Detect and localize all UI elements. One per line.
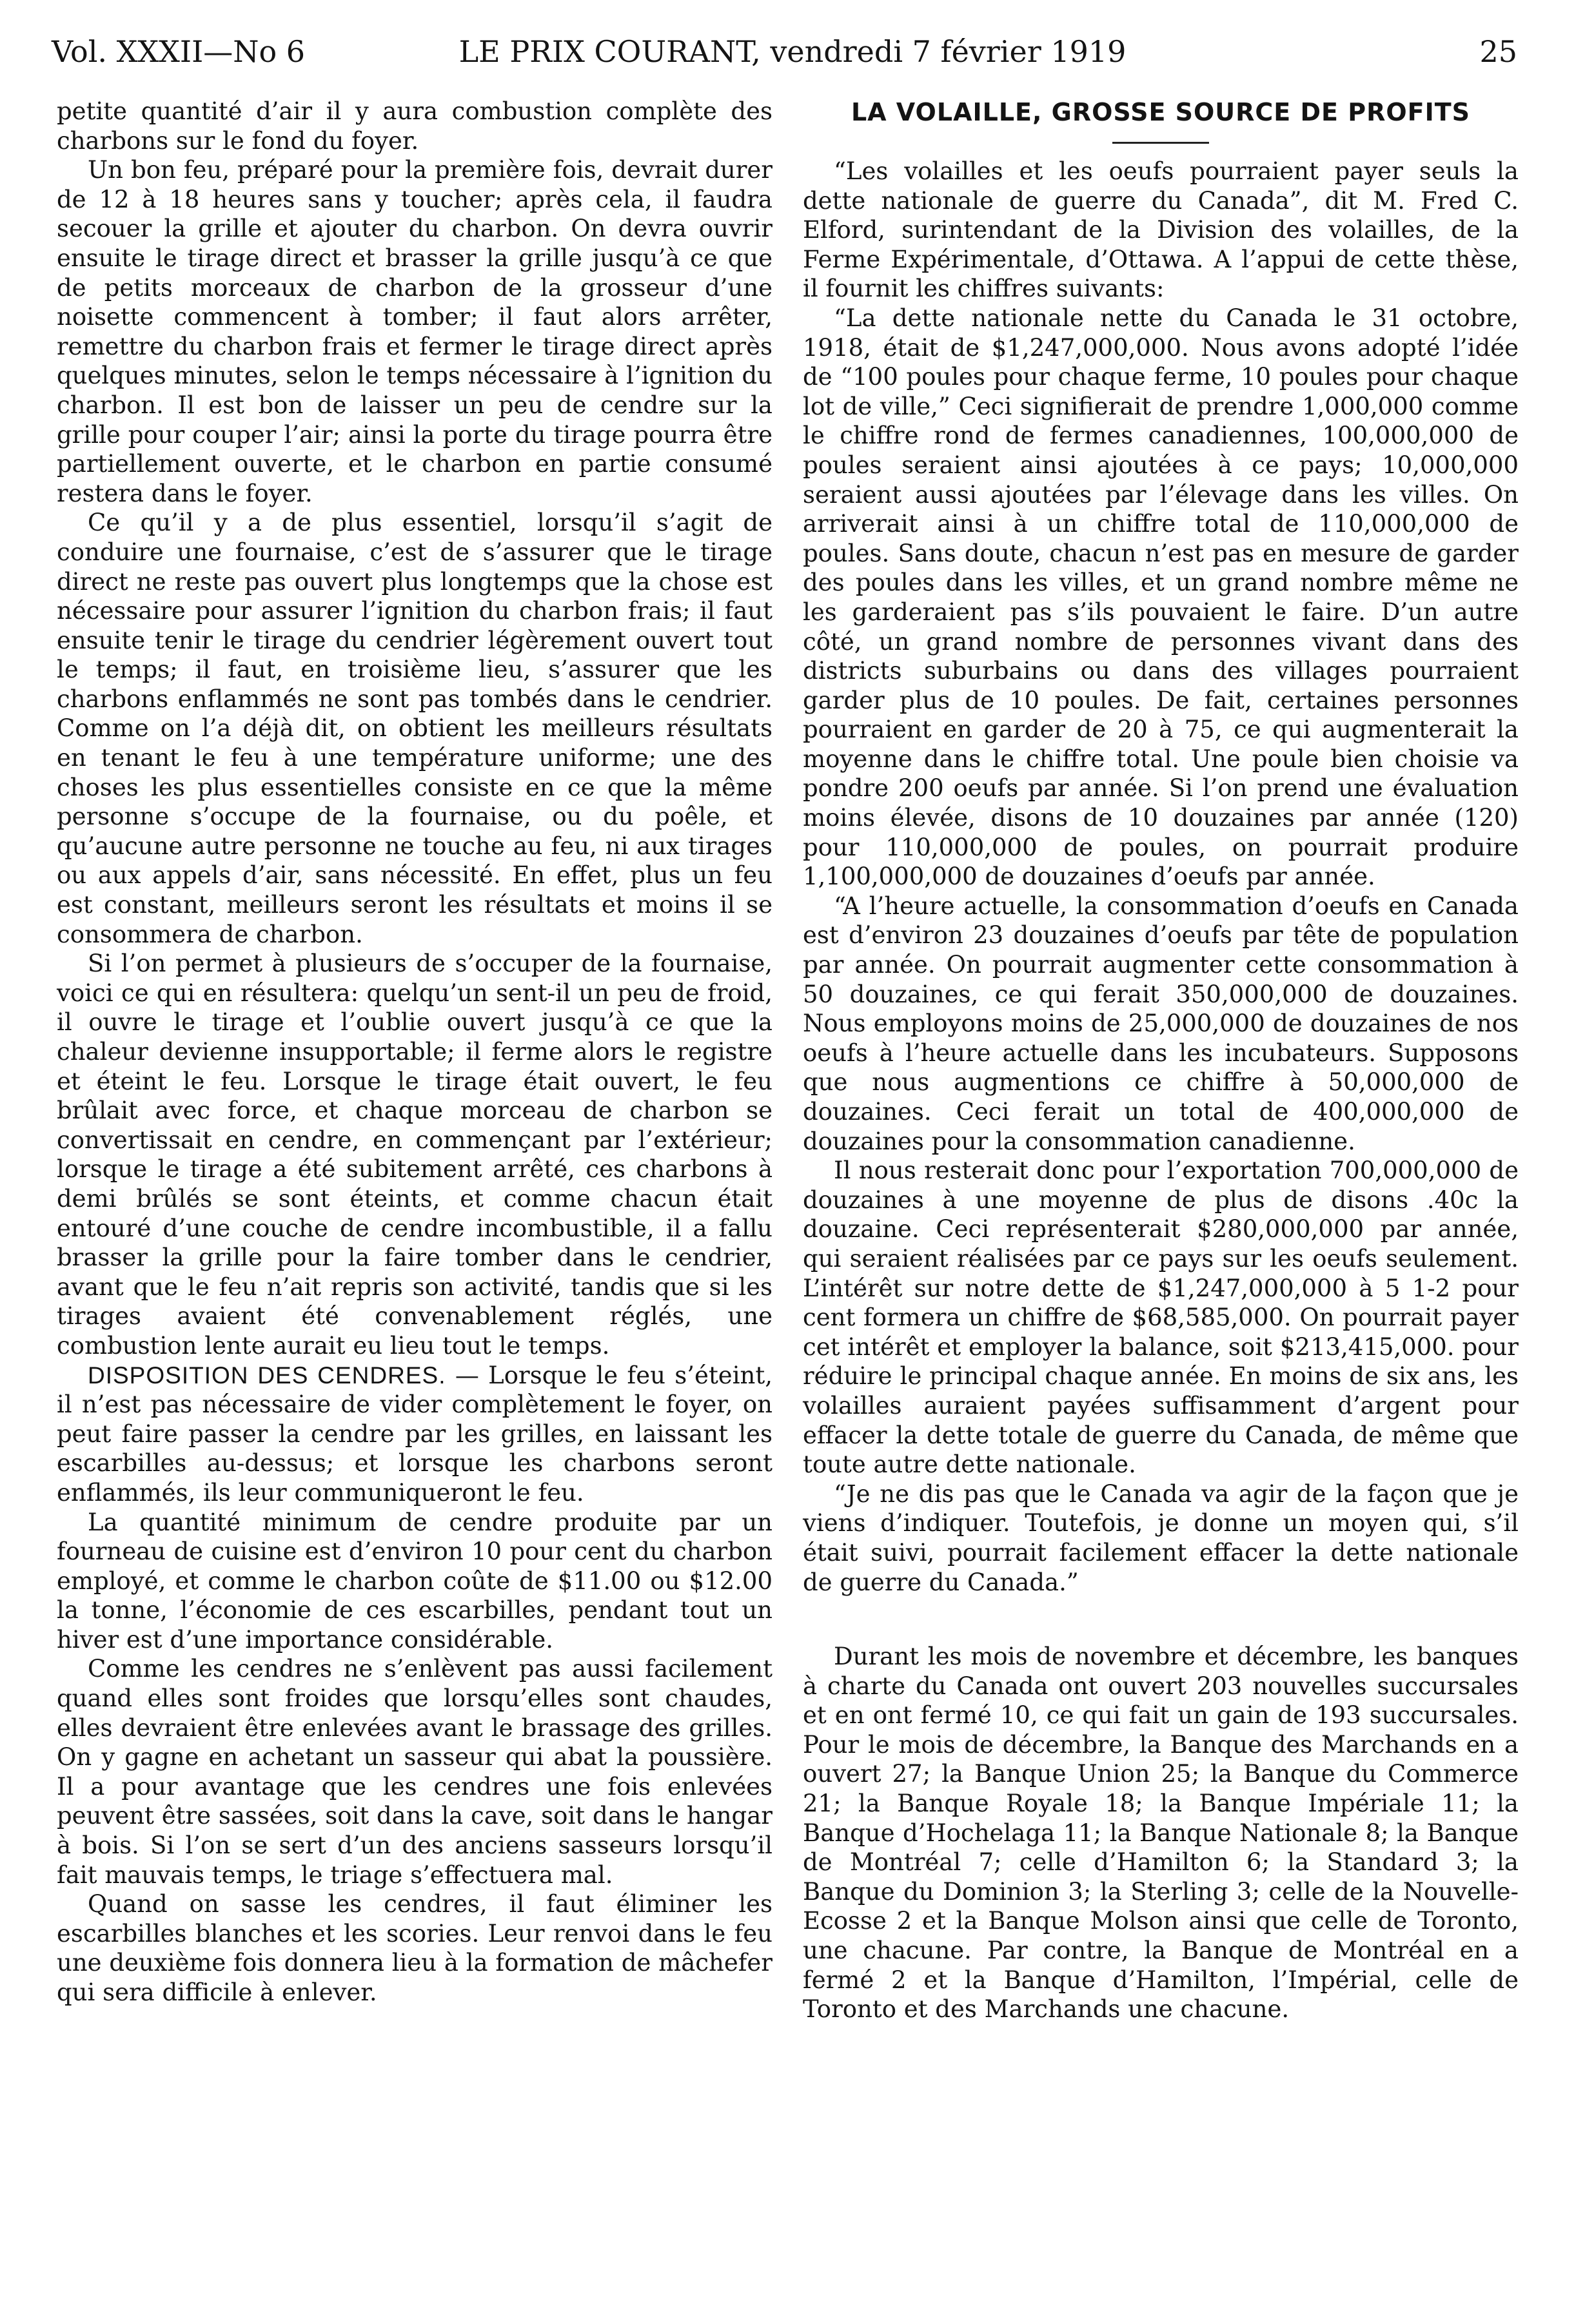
left-column [57,97,773,2007]
left-paragraph-6: La quantité minimum de cendre produite par un fourneau de cuisine est d’environ 10 pour cent du charbon employé, et comme le charbon coûte de $11.00 ou $12.00 la tonne, l’économie de ces escarbilles, pendant tout un hiver est d’une importance considérable. [57,1508,773,1654]
article-headline: LA VOLAILLE, GROSSE SOURCE DE PROFITS [851,98,1471,126]
left-paragraph-5-text: — Lorsque le feu s’éteint, il n’est pas nécessaire de vider complètement le foyer, on peut faire passer la cendre par les grilles, en laissant les escarbilles au-dessus; et lorsque les charbons seront enflammés, ils leur communiqueront le feu. [57,1361,773,1507]
article-separator [803,1597,1519,1642]
left-paragraph-4: Si l’on permet à plusieurs de s’occuper de la fournaise, voici ce qui en résultera: quelqu’un sent-il un peu de froid, il ouvre le tirage et l’oublie ouvert jusqu’à ce que la chaleur devienne insupportable; il ferme alors le registre et éteint le feu. Lorsque le tirage était ouvert, le feu brûlait avec force, et chaque morceau de charbon se convertissait en cendre, en commençant par l’extérieur; lorsque le tirage a été subitement arrêté, ces charbons à demi brûlés se sont éteints, et comme chacun était entouré d’une couche de cendre incombustible, il a fallu brasser la grille pour la faire tomber dans le cendrier, avant que le feu n’ait repris son activité, tandis que si les tirages avaient été convenablement réglés, une combustion lente aurait eu lieu tout le temps. [57,950,773,1360]
left-paragraph-3: Ce qu’il y a de plus essentiel, lorsqu’il s’agit de conduire une fournaise, c’est de s’assurer que le tirage direct ne reste pas ouvert plus longtemps que la chose est nécessaire pour assurer l’ignition du charbon frais; il faut ensuite tenir le tirage du cendrier légèrement ouvert tout le temps; il faut, en troisième lieu, s’assurer que les charbons enflammés ne sont pas tombés dans le cendrier. Comme on l’a déjà dit, on obtient les meilleurs résultats en tenant le feu à une température uniforme; une des choses les plus essentielles consiste en ce que la même personne s’occupe de la fournaise, ou du poêle, et qu’aucune autre personne ne touche au feu, ni aux tirages ou aux appels d’air, sans nécessité. En effet, plus un feu est constant, meilleurs seront les résultats et moins il se consommera de charbon. [57,509,773,948]
right-paragraph-1: “Les volailles et les oeufs pourraient payer seuls la dette nationale de guerre du Canada”, dit M. Fred C. Elford, surintendant de la Division des volailles, de la Ferme Expérimentale, d’Ottawa. A l’appui de cette thèse, il fournit les chiffres suivants: [803,157,1519,303]
left-paragraph-5 [57,1361,773,1508]
section-heading-cendres: DISPOSITION DES CENDRES. [88,1362,446,1389]
right-column [803,97,1519,2024]
right-paragraph-4: Il nous resterait donc pour l’exportation 700,000,000 de douzaines à une moyenne de plus de disons .40c la douzaine. Ceci représenterait $280,000,000 par année, qui seraient réalisées par ce pays sur les oeufs seulement. L’intérêt sur notre dette de $1,247,000,000 à 5 1-2 pour cent formera un chiffre de $68,585,000. On pourrait payer cet intérêt et employer la balance, soit $213,415,000. pour réduire le principal chaque année. En moins de six ans, les volailles auraient payées suffisamment d’argent pour effacer la dette totale de guerre du Canada, de même que toute autre dette nationale. [803,1157,1519,1479]
left-paragraph-1: petite quantité d’air il y aura combustion complète des charbons sur le fond du foyer. [57,97,773,155]
right-paragraph-5: “Je ne dis pas que le Canada va agir de la façon que je viens d’indiquer. Toutefois, je donne un moyen qui, s’il était suivi, pourrait facilement effacer la dette nationale de guerre du Canada.” [803,1479,1519,1596]
page-number: 25 [1479,34,1517,69]
volume-number: Vol. XXXII—No 6 [52,34,306,69]
left-paragraph-7: Comme les cendres ne s’enlèvent pas aussi facilement quand elles sont froides que lorsqu’elles sont chaudes, elles devraient être enlevées avant le brassage des grilles. On y gagne en achetant un sasseur qui abat la poussière. Il a pour avantage que les cendres une fois enlevées peuvent être sassées, soit dans la cave, soit dans le hangar à bois. Si l’on se sert d’un des anciens sasseurs lorsqu’il fait mauvais temps, le triage s’effectuera mal. [57,1655,773,1889]
left-paragraph-2: Un bon feu, préparé pour la première fois, devrait durer de 12 à 18 heures sans y toucher; après cela, il faudra secouer la grille et ajouter du charbon. On devra ouvrir ensuite le tirage direct et brasser la grille jusqu’à ce que de petits morceaux de charbon de la grosseur d’une noisette commencent à tomber; il faut alors arrêter, remettre du charbon frais et fermer le tirage direct après quelques minutes, selon le temps nécessaire à l’ignition du charbon. Il est bon de laisser un peu de cendre sur la grille pour couper l’air; ainsi la porte du tirage pourra être partiellement ouverte, et le charbon en partie consumé restera dans le foyer. [57,156,773,507]
publication-title: LE PRIX COURANT, vendredi 7 février 1919 [458,34,1127,69]
right-paragraph-2: “La dette nationale nette du Canada le 31 octobre, 1918, était de $1,247,000,000. Nous avons adopté l’idée de “100 poules pour chaque ferme, 10 poules pour chaque lot de ville,” Ceci signifierait de prendre 1,000,000 comme le chiffre rond de fermes canadiennes, 100,000,000 de poules seraient ainsi ajoutées à ce pays; 10,000,000 seraient aussi ajoutées par l’élevage dans les villes. On arriverait ainsi à un chiffre total de 110,000,000 de poules. Sans doute, chacun n’est pas en mesure de garder des poules dans les villes, et un grand nombre même ne les garderaient pas s’ils pouvaient le faire. D’un autre côté, un grand nombre de personnes vivant dans des districts suburbains ou dans des villages pourraient garder plus de 10 poules. De fait, certaines personnes pourraient en garder de 20 à 75, ce qui augmenterait la moyenne dans le chiffre total. Une poule bien choisie va pondre 200 oeufs par année. Si l’on prend une évaluation moins élevée, disons de 10 douzaines par année (120) pour 110,000,000 de poules, on pourrait produire 1,100,000,000 de douzaines d’oeufs par année. [803,304,1519,891]
right-paragraph-3: “A l’heure actuelle, la consommation d’oeufs en Canada est d’environ 23 douzaines d’oeufs par tête de population par année. On pourrait augmenter cette consommation à 50 douzaines, ce qui ferait 350,000,000 de douzaines. Nous employons moins de 25,000,000 de douzaines de nos oeufs à l’heure actuelle dans les incubateurs. Supposons que nous augmentions ce chiffre à 50,000,000 de douzaines. Ceci ferait un total de 400,000,000 de douzaines pour la consommation canadienne. [803,892,1519,1155]
left-paragraph-8: Quand on sasse les cendres, il faut éliminer les escarbilles blanches et les scories. Leur renvoi dans le feu une deuxième fois donnera lieu à la formation de mâchefer qui sera difficile à enlever. [57,1890,773,2006]
right-paragraph-6: Durant les mois de novembre et décembre, les banques à charte du Canada ont ouvert 203 nouvelles succursales et en ont fermé 10, ce qui fait un gain de 193 succursales. Pour le mois de décembre, la Banque des Marchands en a ouvert 27; la Banque Union 25; la Banque du Commerce 21; la Banque Royale 18; la Banque Impériale 11; la Banque d’Hochelaga 11; la Banque Nationale 8; la Banque de Montréal 7; celle d’Hamilton 6; la Standard 3; la Banque du Dominion 3; la Sterling 3; celle de la Nouvelle-Ecosse 2 et la Banque Molson ainsi que celle de Toronto, une chacune. Par contre, la Banque de Montréal en a fermé 2 et la Banque d’Hamilton, l’Impérial, celle de Toronto et des Marchands une chacune. [803,1643,1519,2024]
headline-rule [1112,142,1209,144]
